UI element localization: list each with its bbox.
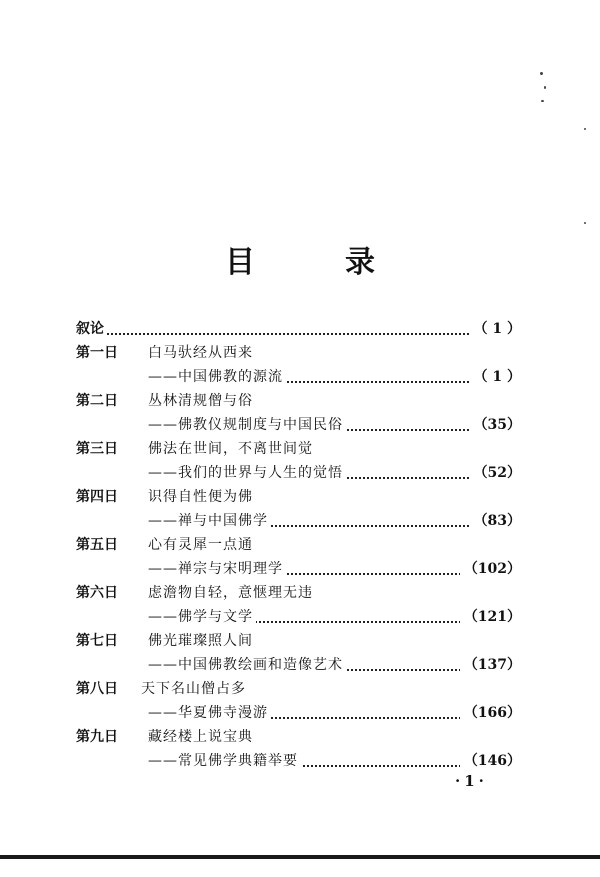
page-bottom-edge [0, 855, 600, 859]
toc-entry-title[interactable] [76, 390, 521, 413]
entry-title: 佛光璀璨照人间 [148, 633, 253, 649]
scan-speck [584, 222, 586, 224]
toc-entry-subtitle[interactable] [76, 510, 521, 533]
scan-speck [541, 100, 544, 102]
entry-title: 虑澹物自轻，意惬理无违 [148, 585, 313, 601]
toc-entry-subtitle[interactable] [76, 654, 521, 677]
toc-entry-subtitle[interactable] [76, 558, 521, 581]
entry-subtitle: ——中国佛教的源流 [148, 366, 286, 389]
entry-title: 天下名山僧占多 [141, 681, 246, 697]
toc-entry-title[interactable] [76, 582, 521, 605]
entry-label: 第七日 [76, 633, 118, 649]
entry-title: 识得自性便为佛 [148, 489, 253, 505]
toc-entry-title[interactable] [76, 438, 521, 461]
scan-speck [544, 86, 546, 89]
toc-entry-subtitle[interactable] [76, 702, 521, 725]
toc-entry-intro[interactable] [76, 318, 521, 341]
toc-entry-subtitle[interactable] [76, 414, 521, 437]
entry-subtitle: ——华夏佛寺漫游 [148, 702, 271, 725]
toc-entry-subtitle[interactable] [76, 606, 521, 629]
page-number: （137） [460, 654, 521, 677]
entry-subtitle: ——佛教仪规制度与中国民俗 [148, 414, 346, 437]
dot-leader [76, 333, 521, 335]
entry-subtitle: ——中国佛教绘画和造像艺术 [148, 654, 346, 677]
entry-label: 第一日 [76, 345, 118, 361]
page-number: （35） [470, 414, 521, 437]
entry-title: 藏经楼上说宝典 [148, 729, 253, 745]
page-number: （102） [460, 558, 521, 581]
entry-label: 第八日 [76, 681, 118, 697]
toc-entry-title[interactable] [76, 678, 521, 701]
entry-title: 佛法在世间，不离世间觉 [148, 441, 313, 457]
toc-entry-subtitle[interactable] [76, 462, 521, 485]
toc-entry-subtitle[interactable] [76, 750, 521, 773]
page-number: （121） [460, 606, 521, 629]
page-number: （ 1 ） [470, 318, 522, 341]
entry-label: 第九日 [76, 729, 118, 745]
page-folio: ·1· [455, 772, 488, 790]
scan-speck [540, 72, 543, 75]
toc-entry-title[interactable] [76, 342, 521, 365]
toc-entry-title[interactable] [76, 534, 521, 557]
page-title: 目 录 [225, 245, 405, 280]
table-of-contents [76, 318, 521, 769]
page-number: （52） [470, 462, 521, 485]
entry-label: 第五日 [76, 537, 118, 553]
entry-subtitle: ——禅宗与宋明理学 [148, 558, 286, 581]
page-number: （146） [460, 750, 521, 773]
scan-speck [584, 128, 586, 130]
toc-entry-title[interactable] [76, 726, 521, 749]
entry-subtitle: ——常见佛学典籍举要 [148, 750, 301, 773]
entry-label: 第三日 [76, 441, 118, 457]
toc-entry-title[interactable] [76, 486, 521, 509]
entry-title: 白马驮经从西来 [148, 345, 253, 361]
page-number: （166） [460, 702, 521, 725]
entry-label: 第四日 [76, 489, 118, 505]
toc-entry-subtitle[interactable] [76, 366, 521, 389]
entry-label: 第二日 [76, 393, 118, 409]
entry-title: 心有灵犀一点通 [148, 537, 253, 553]
toc-entry-title[interactable] [76, 630, 521, 653]
entry-label: 第六日 [76, 585, 118, 601]
entry-subtitle: ——佛学与文学 [148, 606, 256, 629]
entry-subtitle: ——我们的世界与人生的觉悟 [148, 462, 346, 485]
page-number: （ 1 ） [470, 366, 522, 389]
entry-label: 叙论 [76, 318, 107, 341]
page-number: （83） [470, 510, 521, 533]
entry-subtitle: ——禅与中国佛学 [148, 510, 271, 533]
entry-title: 丛林清规僧与俗 [148, 393, 253, 409]
